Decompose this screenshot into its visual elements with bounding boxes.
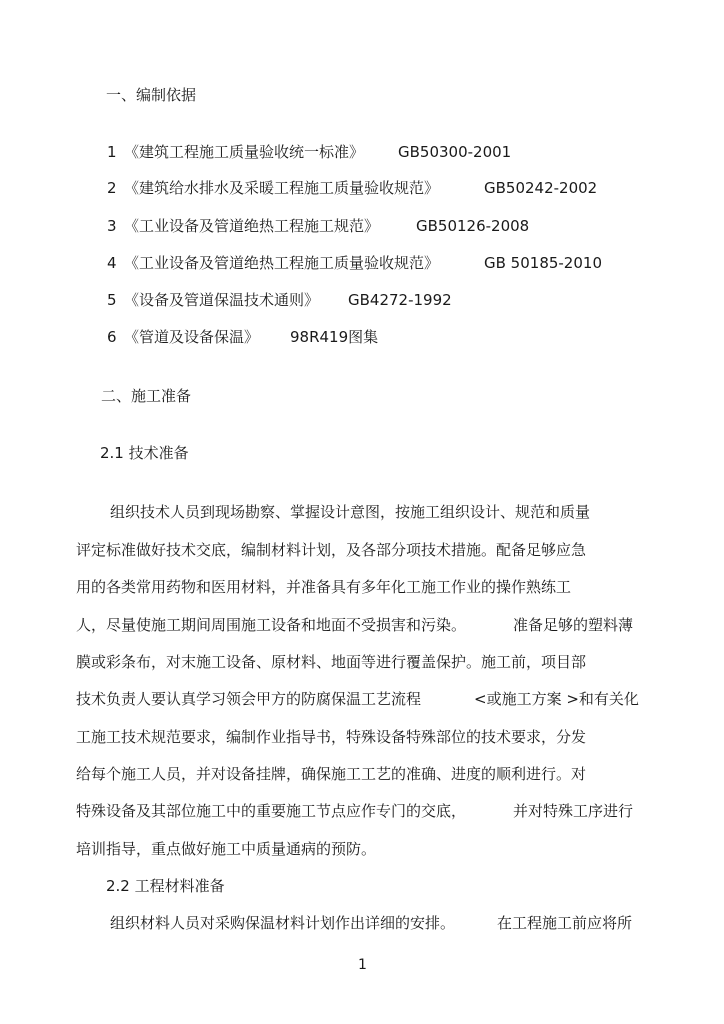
reference-number: 1 <box>107 143 117 161</box>
paragraph-line <box>76 540 646 560</box>
reference-code: GB50300-2001 <box>398 143 512 161</box>
paragraph-line <box>76 689 646 709</box>
section-heading: 二、施工准备 <box>101 387 192 405</box>
paragraph-line <box>76 615 646 635</box>
reference-title: 《建筑给水排水及采暖工程施工质量验收规范》 <box>124 179 440 197</box>
reference-title: 《设备及管道保温技术通则》 <box>124 291 320 309</box>
text-segment: 组织技术人员到现场勘察、掌握设计意图，按施工组织设计、规范和质量 <box>110 503 591 521</box>
text-segment: 在工程施工前应将所 <box>497 914 633 932</box>
paragraph-line <box>76 652 646 672</box>
reference-number: 3 <box>107 217 117 235</box>
paragraph-line <box>76 801 646 821</box>
paragraph-line <box>76 577 646 597</box>
reference-number: 4 <box>107 254 117 272</box>
text-segment: 特殊设备及其部位施工中的重要施工节点应作专门的交底， <box>76 802 467 820</box>
reference-code: GB 50185-2010 <box>484 254 602 272</box>
reference-code: 98R419图集 <box>290 328 379 346</box>
reference-code: GB4272-1992 <box>348 291 452 309</box>
text-segment: 工施工技术规范要求，编制作业指导书，特殊设备特殊部位的技术要求，分发 <box>76 728 587 746</box>
text-segment: 膜或彩条布，对末施工设备、原材料、地面等进行覆盖保护。施工前，项目部 <box>76 653 587 671</box>
text-segment: 并对特殊工序进行 <box>513 802 634 820</box>
reference-title: 《工业设备及管道绝热工程施工质量验收规范》 <box>124 254 440 272</box>
text-segment: 评定标准做好技术交底，编制材料计划，及各部分项技术措施。配备足够应急 <box>76 541 587 559</box>
text-segment: 技术负责人要认真学习领会甲方的防腐保温工艺流程 <box>76 690 422 708</box>
paragraph-line <box>76 764 646 784</box>
paragraph-line <box>76 727 646 747</box>
reference-title: 《建筑工程施工质量验收统一标准》 <box>124 143 365 161</box>
page-number: 1 <box>358 957 367 973</box>
subsection-heading: 2.2 工程材料准备 <box>106 877 225 895</box>
text-segment: 准备足够的塑料薄 <box>513 616 634 634</box>
text-segment: 给每个施工人员，并对设备挂牌，确保施工工艺的准确、进度的顺利进行。对 <box>76 765 587 783</box>
reference-item <box>107 253 667 273</box>
reference-item <box>107 327 667 347</box>
reference-title: 《管道及设备保温》 <box>124 328 260 346</box>
reference-item <box>107 290 667 310</box>
reference-number: 6 <box>107 328 117 346</box>
reference-item <box>107 216 667 236</box>
section-heading: 一、编制依据 <box>106 86 197 104</box>
subsection-heading: 2.1 技术准备 <box>100 444 189 462</box>
text-segment: 用的各类常用药物和医用材料，并准备具有多年化工施工作业的操作熟练工 <box>76 578 572 596</box>
text-segment: 人，尽量使施工期间周围施工设备和地面不受损害和污染。 <box>76 616 467 634</box>
reference-code: GB50126-2008 <box>416 217 530 235</box>
paragraph-line <box>76 839 646 859</box>
paragraph-line <box>110 913 650 933</box>
reference-item <box>107 178 667 198</box>
reference-code: GB50242-2002 <box>484 179 598 197</box>
reference-title: 《工业设备及管道绝热工程施工规范》 <box>124 217 380 235</box>
reference-number: 2 <box>107 179 117 197</box>
text-segment: <或施工方案 >和有关化 <box>474 690 639 708</box>
text-segment: 组织材料人员对采购保温材料计划作出详细的安排。 <box>110 914 456 932</box>
reference-number: 5 <box>107 291 117 309</box>
reference-item <box>107 142 667 162</box>
text-segment: 培训指导，重点做好施工中质量通病的预防。 <box>76 840 377 858</box>
